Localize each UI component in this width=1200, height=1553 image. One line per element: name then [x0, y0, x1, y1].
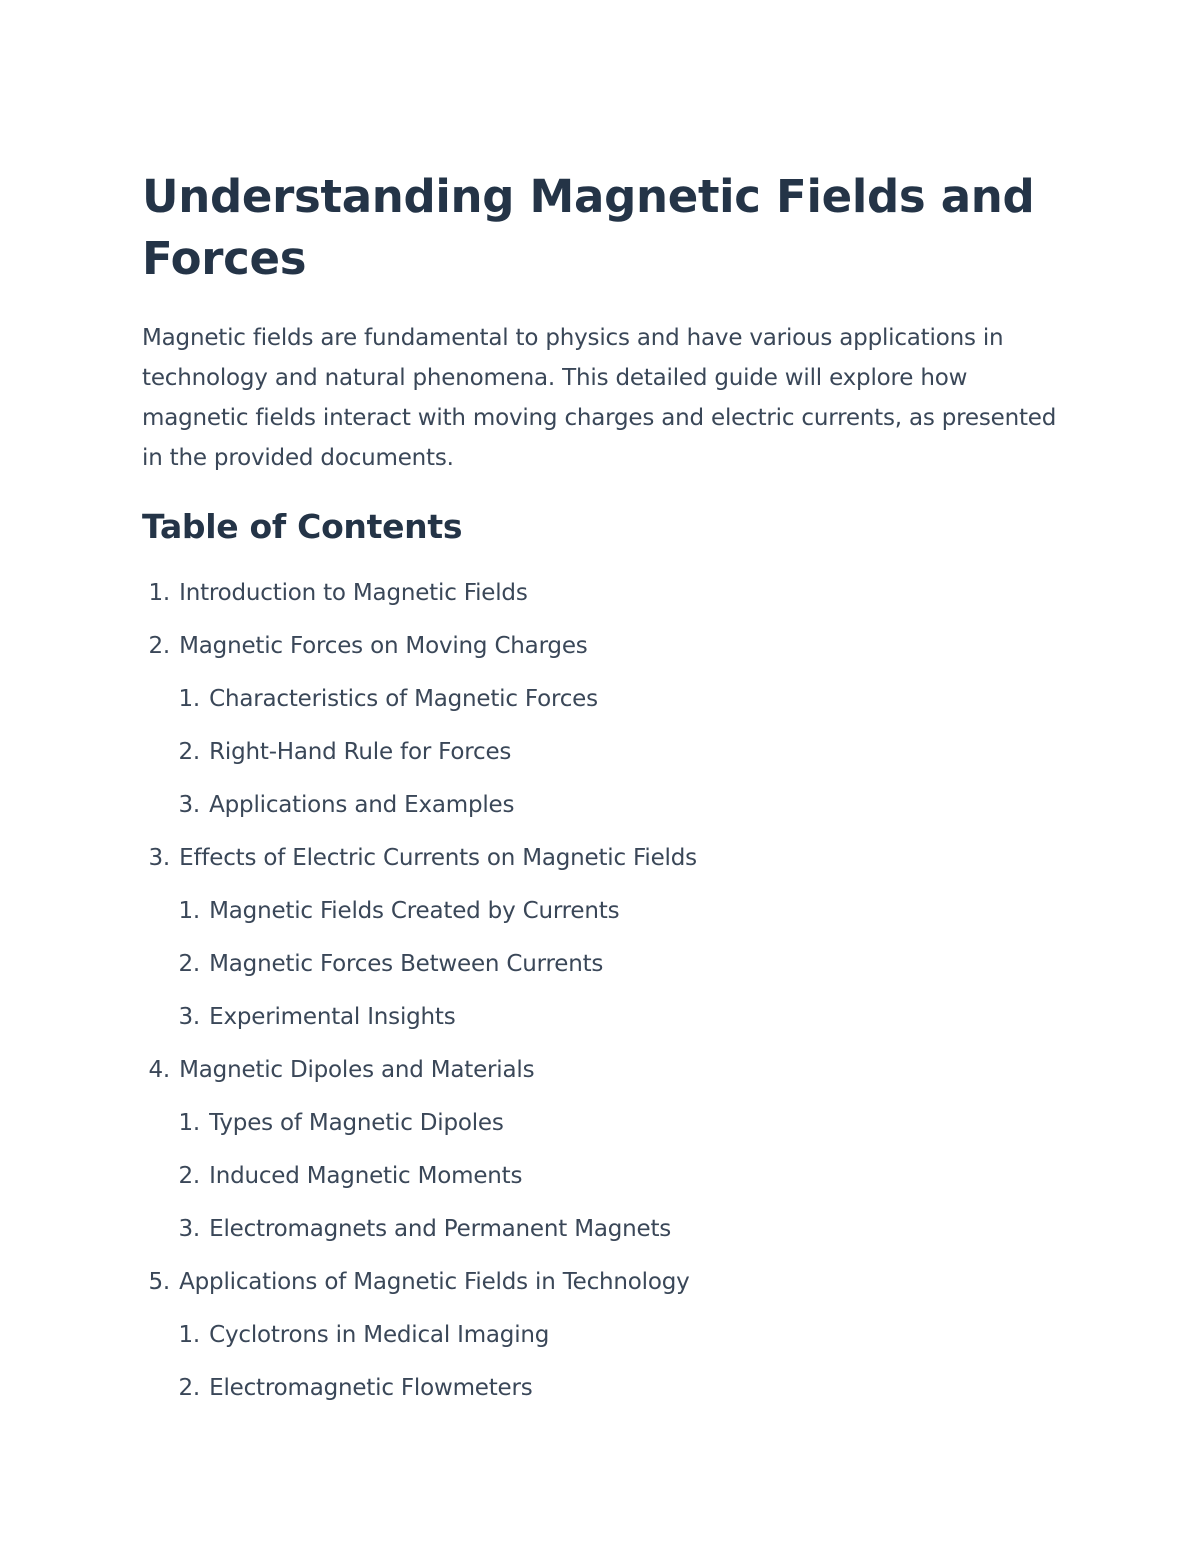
toc-item-number: 1.: [178, 1110, 200, 1136]
toc-item-number: 3.: [178, 792, 200, 818]
toc-item-label: Introduction to Magnetic Fields: [179, 580, 528, 606]
toc-item-number: 2.: [178, 1375, 200, 1401]
toc-subitem: [142, 1362, 1072, 1415]
table-of-contents: [142, 567, 1072, 1415]
toc-item-label: Magnetic Fields Created by Currents: [209, 898, 620, 924]
toc-item-number: 2.: [178, 1163, 200, 1189]
toc-subitem: [142, 885, 1072, 938]
toc-item-label: Induced Magnetic Moments: [209, 1163, 523, 1189]
toc-item-label: Experimental Insights: [209, 1004, 456, 1030]
toc-item: [142, 620, 1072, 673]
toc-subitem: [142, 726, 1072, 779]
toc-item-label: Magnetic Dipoles and Materials: [179, 1057, 535, 1083]
toc-item-label: Electromagnets and Permanent Magnets: [209, 1216, 672, 1242]
toc-item: [142, 832, 1072, 885]
toc-item-number: 3.: [178, 1004, 200, 1030]
toc-item-number: 1.: [148, 580, 170, 606]
toc-item-number: 4.: [148, 1057, 170, 1083]
toc-item-number: 3.: [178, 1216, 200, 1242]
page-title: Understanding Magnetic Fields and Forces: [142, 170, 1035, 285]
toc-subitem: [142, 1150, 1072, 1203]
intro-paragraph: Magnetic fields are fundamental to physics and have various applications in technology and natural phenomena. This detailed guide will explore how magnetic fields interact with moving charges and electric currents, as presented in the provided documents.: [142, 325, 1057, 471]
toc-subitem: [142, 673, 1072, 726]
toc-item-label: Applications of Magnetic Fields in Technology: [179, 1269, 690, 1295]
toc-subitem: [142, 779, 1072, 832]
toc-item-number: 2.: [178, 951, 200, 977]
toc-subitem: [142, 1203, 1072, 1256]
toc-subitem: [142, 1097, 1072, 1150]
toc-item-number: 1.: [178, 1322, 200, 1348]
toc-item-label: Magnetic Forces Between Currents: [209, 951, 604, 977]
toc-item-number: 3.: [148, 845, 170, 871]
document-page: [142, 166, 1072, 1415]
toc-subitem: [142, 1309, 1072, 1362]
toc-item-number: 2.: [148, 633, 170, 659]
toc-item-number: 2.: [178, 739, 200, 765]
toc-item-number: 1.: [178, 898, 200, 924]
toc-item-label: Applications and Examples: [209, 792, 515, 818]
toc-subitem: [142, 991, 1072, 1044]
toc-heading: Table of Contents: [142, 507, 463, 546]
toc-item-label: Cyclotrons in Medical Imaging: [209, 1322, 550, 1348]
toc-item-label: Right-Hand Rule for Forces: [209, 739, 512, 765]
toc-item-label: Types of Magnetic Dipoles: [209, 1110, 504, 1136]
toc-item-label: Effects of Electric Currents on Magnetic Fields: [179, 845, 697, 871]
toc-item-label: Characteristics of Magnetic Forces: [209, 686, 598, 712]
toc-item-label: Electromagnetic Flowmeters: [209, 1375, 533, 1401]
toc-item: [142, 1256, 1072, 1309]
toc-subitem: [142, 938, 1072, 991]
toc-item-number: 5.: [148, 1269, 170, 1295]
toc-item: [142, 1044, 1072, 1097]
toc-item: [142, 567, 1072, 620]
toc-item-label: Magnetic Forces on Moving Charges: [179, 633, 588, 659]
toc-item-number: 1.: [178, 686, 200, 712]
